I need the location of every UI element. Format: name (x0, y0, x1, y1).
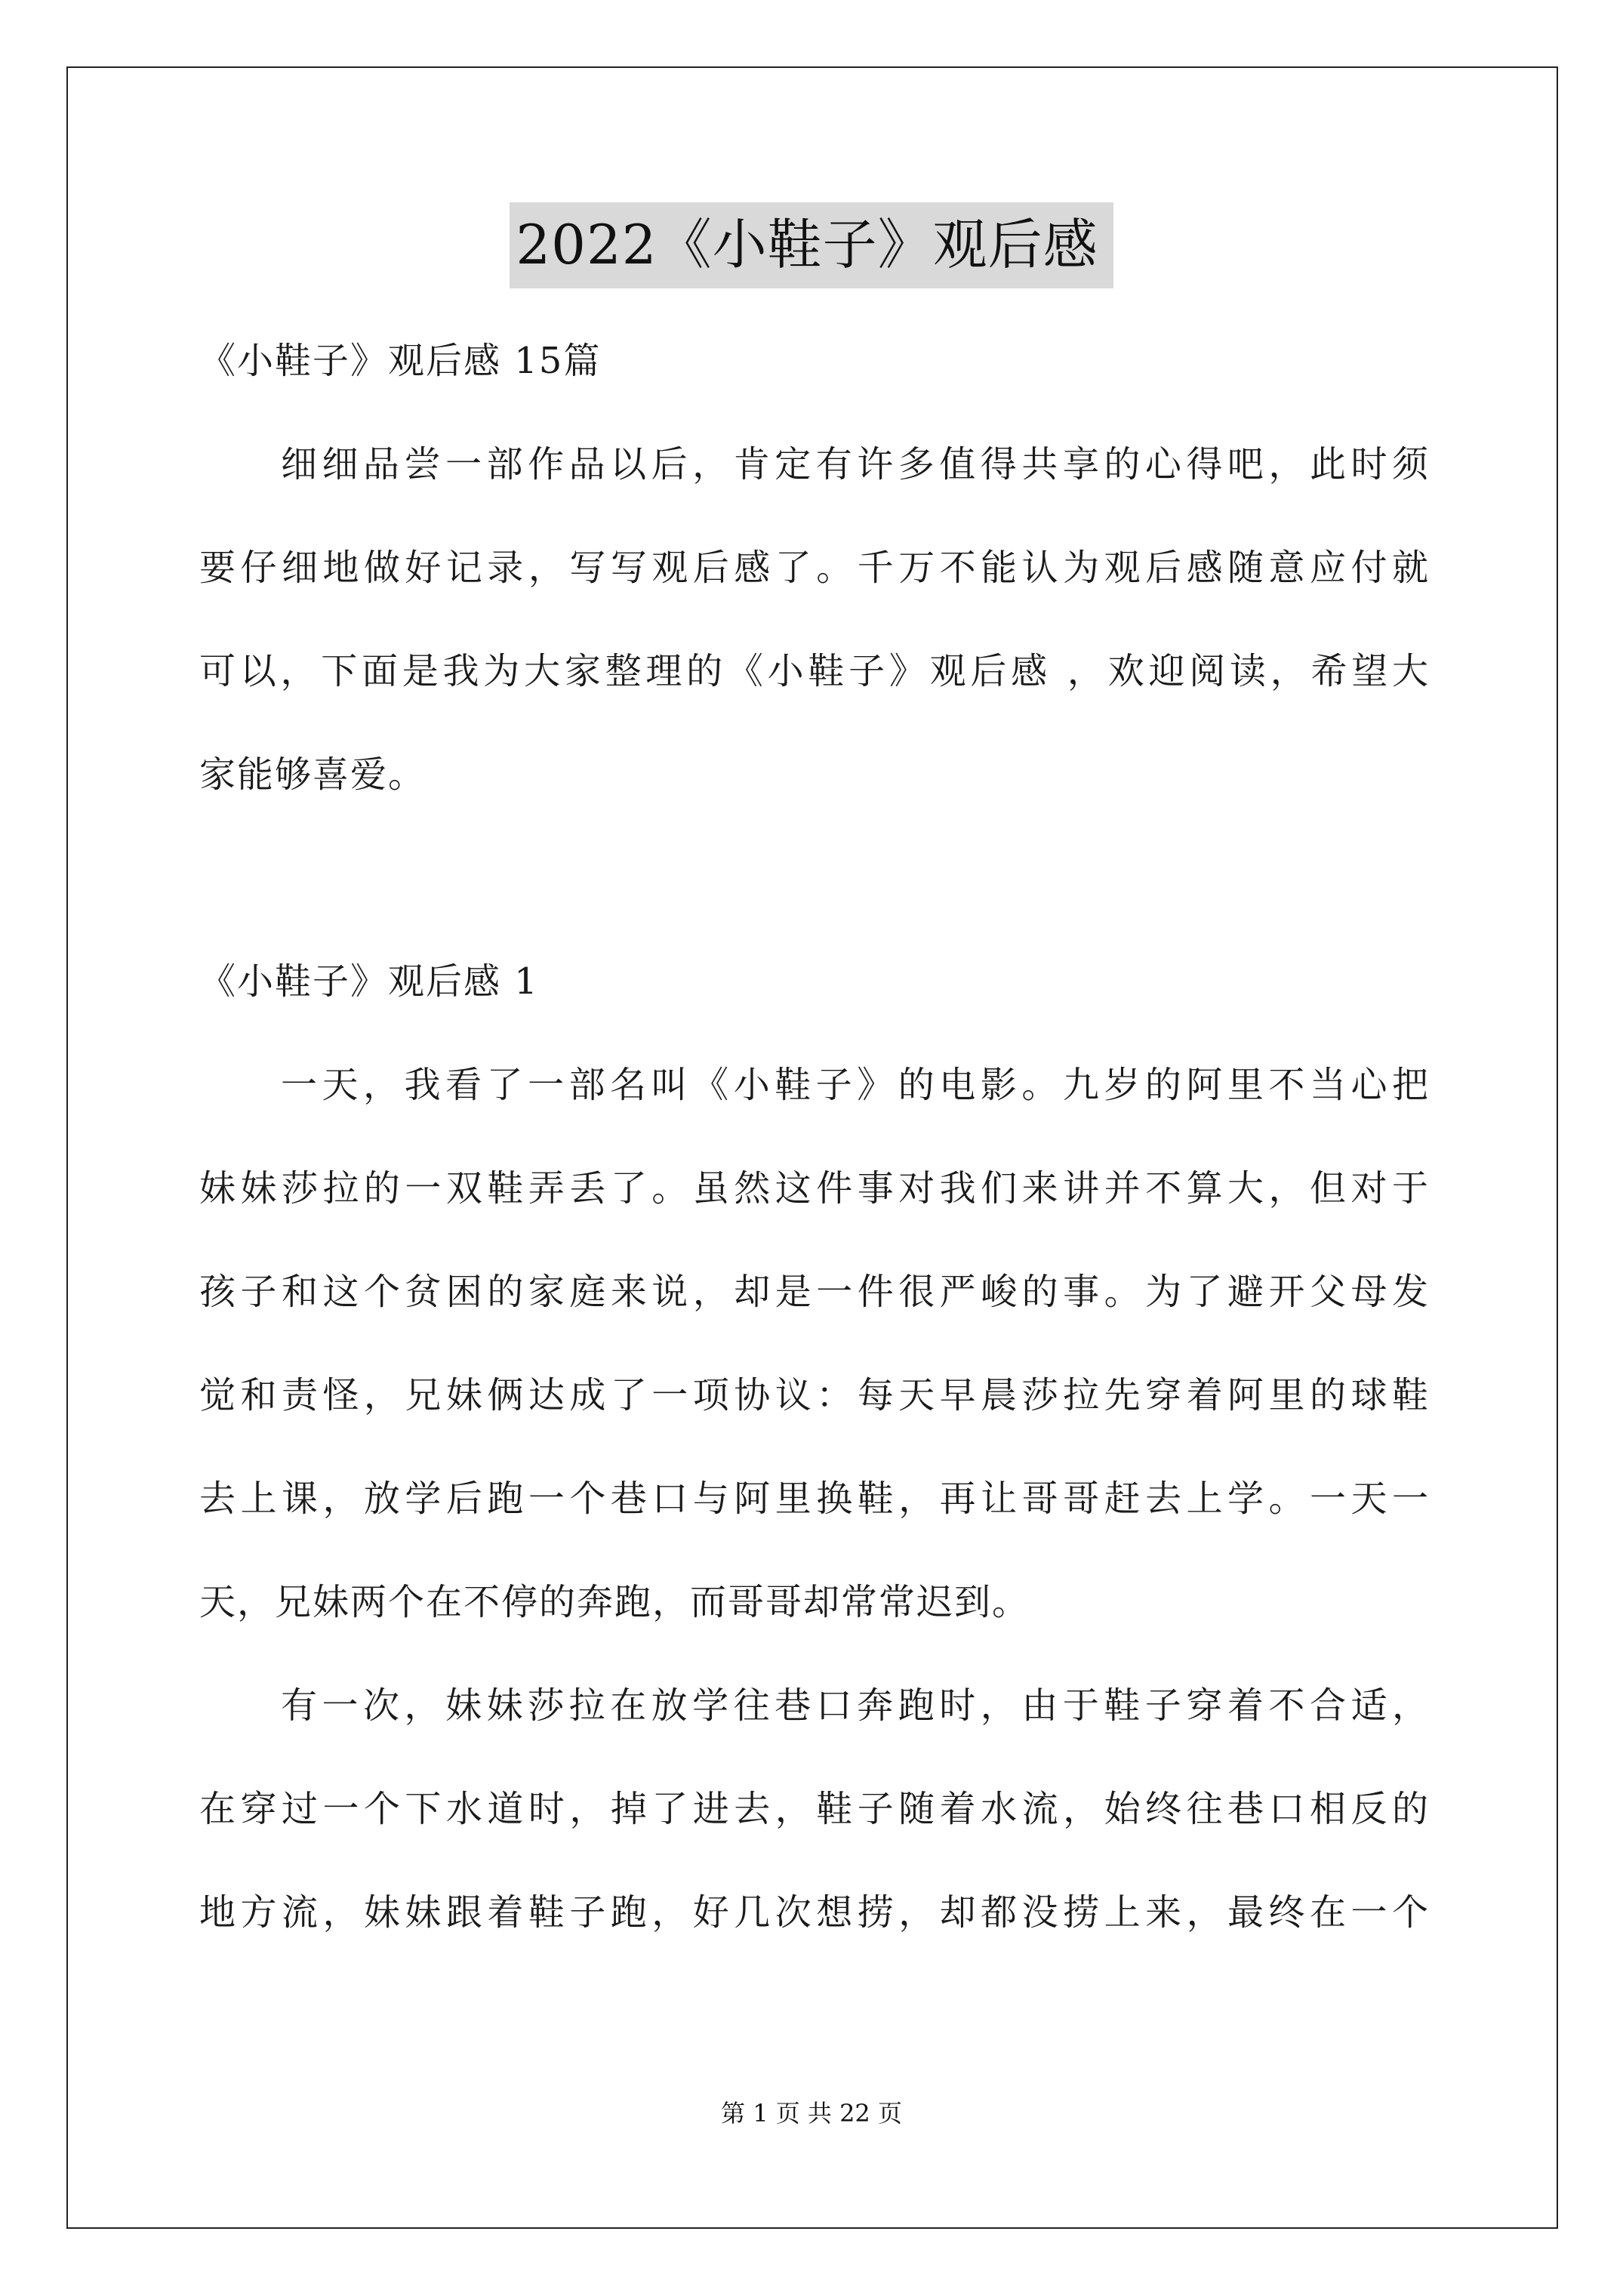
title-container (0, 202, 1623, 288)
intro-line: 细细品尝一部作品以后，肯定有许多值得共享的心得吧，此时须 (281, 443, 1430, 485)
paragraph-line: 妹妹莎拉的一双鞋弄丢了。虽然这件事对我们来讲并不算大，但对于 (199, 1167, 1430, 1210)
intro-line: 要仔细地做好记录，写写观后感了。千万不能认为观后感随意应付就 (199, 547, 1430, 589)
paragraph-line: 有一次，妹妹莎拉在放学往巷口奔跑时，由于鞋子穿着不合适， (281, 1684, 1430, 1727)
intro-line: 家能够喜爱。 (199, 754, 427, 796)
intro-line: 可以，下面是我为大家整理的《小鞋子》观后感 ，欢迎阅读，希望大 (199, 650, 1430, 692)
paragraph-line: 天，兄妹两个在不停的奔跑，而哥哥却常常迟到。 (199, 1581, 1030, 1623)
paragraph-line: 去上课，放学后跑一个巷口与阿里换鞋，再让哥哥赶去上学。一天一 (199, 1478, 1430, 1520)
paragraph-line: 在穿过一个下水道时，掉了进去，鞋子随着水流，始终往巷口相反的 (199, 1788, 1430, 1830)
paragraph-line: 觉和责怪，兄妹俩达成了一项协议：每天早晨莎拉先穿着阿里的球鞋 (199, 1374, 1430, 1416)
document-body (199, 310, 1430, 1965)
blank-line (199, 827, 1430, 930)
page-footer: 第 1 页 共 22 页 (721, 2099, 902, 2128)
section-heading: 《小鞋子》观后感 1 (199, 960, 539, 1003)
paragraph-line: 地方流，妹妹跟着鞋子跑，好几次想捞，却都没捞上来，最终在一个 (199, 1891, 1430, 1934)
document-title: 2022《小鞋子》观后感 (510, 202, 1113, 288)
subtitle: 《小鞋子》观后感 15篇 (199, 340, 602, 382)
paragraph-line: 孩子和这个贫困的家庭来说，却是一件很严峻的事。为了避开父母发 (199, 1271, 1430, 1313)
paragraph-line: 一天，我看了一部名叫《小鞋子》的电影。九岁的阿里不当心把 (281, 1064, 1430, 1106)
